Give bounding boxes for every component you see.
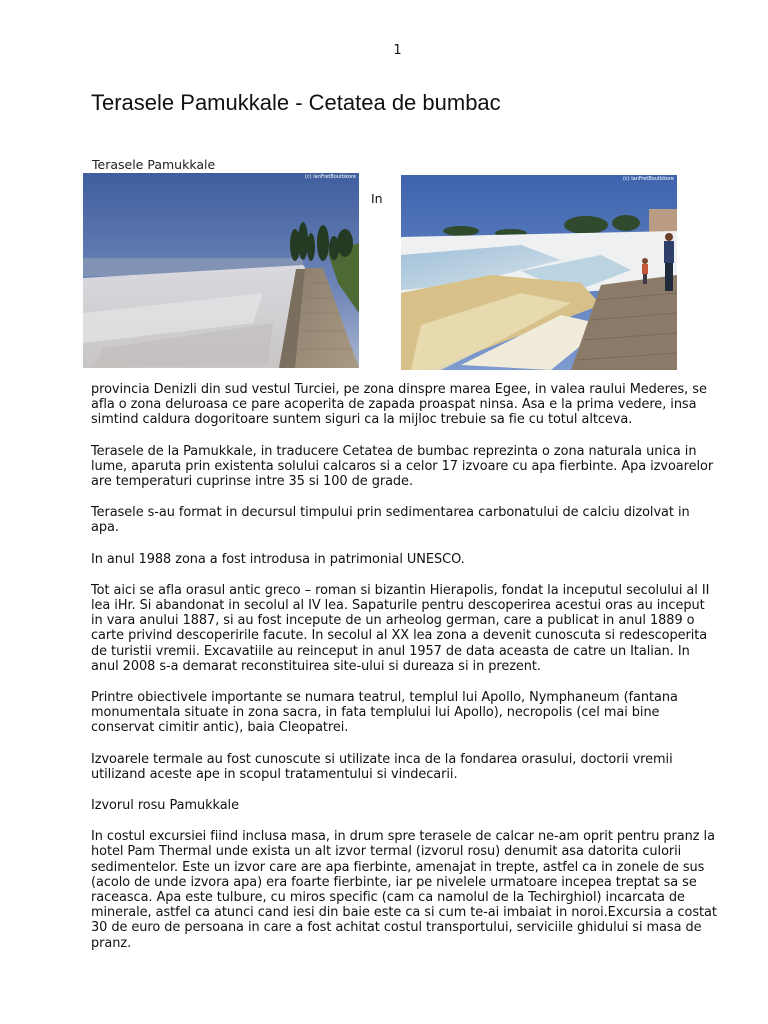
photo-watermark: (c) IanFretBoutbkore (622, 176, 674, 182)
photo-watermark: (c) IanFretBoutbkore (304, 174, 356, 180)
section-heading: Izvorul rosu Pamukkale (91, 798, 239, 814)
article-body (91, 382, 719, 967)
photo-terraces-walkway-image (83, 173, 359, 368)
page-number: 1 (393, 43, 402, 58)
paragraph: In anul 1988 zona a fost introdusa in patrimonial UNESCO. (91, 551, 465, 567)
paragraph: Terasele de la Pamukkale, in traducere Cetatea de bumbac reprezinta o zona naturala unica in lume, aparuta prin existenta solului calcaros si a celor 17 izvoare cu apa fierbinte. Apa izvoarelor are temperaturi cuprinse intre 35 si 100 de grade. (91, 443, 714, 490)
inline-word: In (371, 191, 383, 206)
paragraph: Tot aici se afla orasul antic greco – roman si bizantin Hierapolis, fondat la inceputul secolului al II lea iHr. Si abandonat in secolul al IV lea. Sapaturile pentru descoperirea acestui oras au inceput in vara anului 1887, si au fost incepute de un arheolog german, care a publicat in anul 1889 o carte privind descoperirile facute. In secolul al XX lea zona a devenit cunoscuta si redescoperita de turistii vremii. Excavatiile au reinceput in anul 1957 de data aceasta de catre un Italian. In anul 2008 s-a demarat reconstituirea site-ului si dureaza si in prezent. (91, 582, 710, 674)
paragraph: provincia Denizli din sud vestul Turciei, pe zona dinspre marea Egee, in valea raului Mederes, se afla o zona deluroasa ce pare acoperita de zapada proaspat ninsa. Asa e la prima vedere, insa simtind caldura dogoritoare suntem siguri ca la mijloc trebuie sa fie cu totul altceva. (91, 382, 707, 428)
paragraph: Printre obiectivele importante se numara teatrul, templul lui Apollo, Nymphaneum (fantana monumentala situate in zona sacra, in fata templului lui Apollo), necropolis (cel mai bine conservat cimitir antic), baia Cleopatrei. (91, 690, 678, 736)
photo-caption: Terasele Pamukkale (92, 157, 216, 172)
document-title: Terasele Pamukkale - Cetatea de bumbac (91, 90, 501, 115)
photo-travertine-pools (401, 175, 677, 370)
paragraph: In costul excursiei fiind inclusa masa, in drum spre terasele de calcar ne-am oprit pentru pranz la hotel Pam Thermal unde exista un alt izvor termal (izvorul rosu) denumit asa datorita culorii sedimentelor. Este un izvor care are apa fierbinte, amenajat in trepte, astfel ca in zonele de sus (acolo de unde izvora apa) era foarte fierbinte, iar pe nivelele urmatoare incepea treptat sa se raceasca. Apa este tulbure, cu miros specific (cam ca namolul de la Techirghiol) incarcata de minerale, astfel ca atunci cand iesi din baie este ca si cum te-ai imbaiat in noroi.Excursia a costat 30 de euro de persoana in care a fost achitat costul transportului, serviciile ghidului si masa de pranz. (91, 829, 717, 951)
paragraph: Izvoarele termale au fost cunoscute si utilizate inca de la fondarea orasului, doctorii vremii utilizand aceste ape in scopul tratamentului si vindecarii. (91, 751, 673, 782)
paragraph: Terasele s-au format in decursul timpului prin sedimentarea carbonatului de calciu dizolvat in apa. (91, 505, 690, 536)
photo-travertine-pools-image (401, 175, 677, 370)
photo-terraces-walkway (83, 173, 359, 368)
